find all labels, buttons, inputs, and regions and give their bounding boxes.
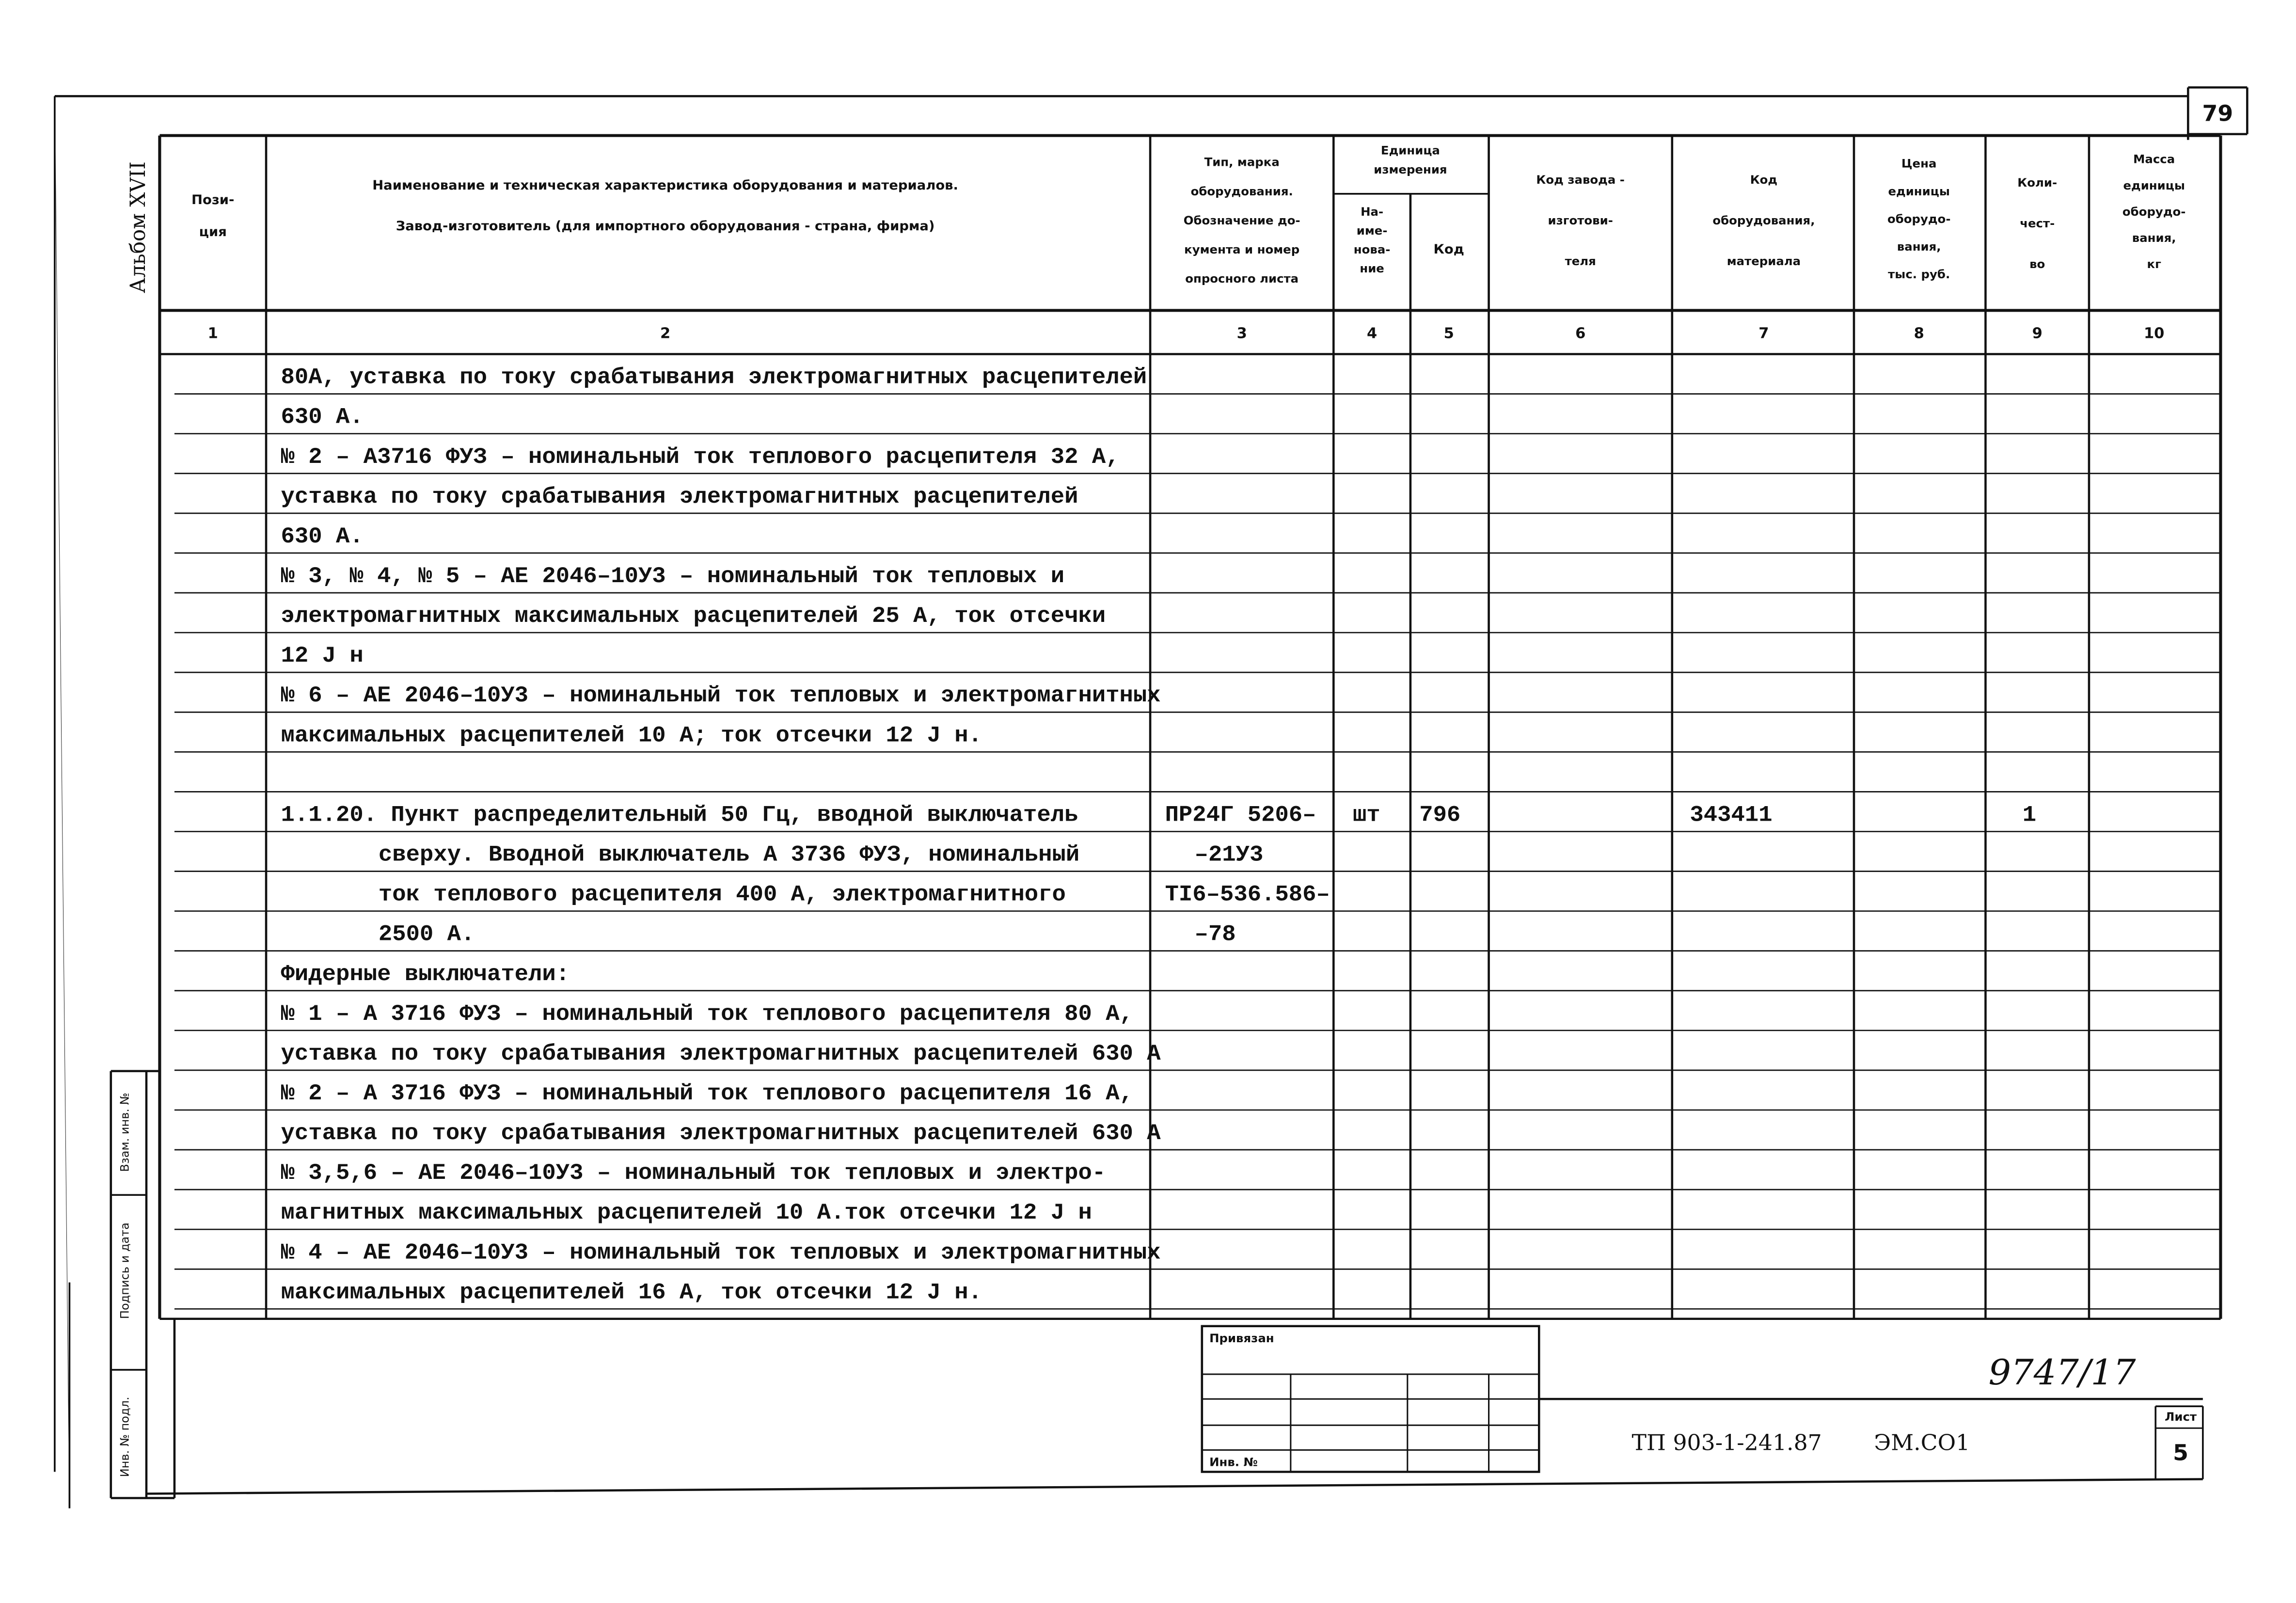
column-header-4: ние [1360, 262, 1384, 276]
column-header-10: кг [2147, 257, 2161, 271]
column-header-6: Код завода - [1536, 173, 1625, 187]
row-description: уставка по току срабатывания электромагнитных расцепителей 630 А [281, 1041, 1161, 1067]
column-number-10: 10 [2143, 325, 2165, 342]
column-header-4: На- [1361, 205, 1384, 219]
column-header-2: Наименование и техническая характеристика оборудования и материалов. [372, 178, 958, 193]
row-description: № 6 – АЕ 2046–10У3 – номинальный ток тепловых и электромагнитных [281, 683, 1161, 709]
row-description: 2500 А. [378, 921, 475, 948]
row-description: 630 А. [281, 405, 364, 430]
row-unit-code: 796 [1419, 802, 1461, 828]
row-description: магнитных максимальных расцепителей 10 А.ток отсечки 12 Ј н [281, 1200, 1092, 1226]
column-header-10: Масса [2133, 152, 2175, 166]
column-number-3: 3 [1236, 325, 1247, 342]
column-number-5: 5 [1443, 325, 1454, 342]
column-header-7: оборудования, [1712, 214, 1815, 227]
row-description: № 3,5,6 – АЕ 2046–10У3 – номинальный ток тепловых и электро- [281, 1160, 1106, 1187]
row-unit: шт [1352, 802, 1380, 828]
column-header-1: ция [199, 224, 227, 239]
table-text [191, 144, 2185, 1305]
column-header-3: кумента и номер [1184, 243, 1300, 257]
column-number-8: 8 [1914, 325, 1924, 342]
column-group-unit: измерения [1374, 162, 1447, 176]
column-header-3: опросного листа [1185, 272, 1299, 286]
sheet-border-skew [55, 96, 70, 1508]
sheet-number: 5 [2173, 1440, 2188, 1466]
row-description: максимальных расцепителей 10 А; ток отсечки 12 Ј н. [281, 723, 982, 749]
column-header-6: изготови- [1548, 214, 1613, 227]
row-description: 630 А. [281, 524, 364, 550]
column-number-9: 9 [2032, 325, 2043, 342]
row-description: уставка по току срабатывания электромагнитных расцепителей 630 А [281, 1121, 1161, 1146]
album-label: Альбом XVII [126, 161, 150, 293]
document-code: ТП 903-1-241.87 [1631, 1429, 1822, 1456]
row-equipment-code: 343411 [1690, 802, 1773, 828]
row-type: ПР24Г 5206– [1165, 802, 1316, 828]
column-header-8: Цена [1901, 157, 1937, 171]
sheet-label: Лист [2165, 1410, 2197, 1424]
column-header-10: единицы [2123, 178, 2185, 192]
row-description: уставка по току срабатывания электромагнитных расцепителей [281, 484, 1078, 510]
column-header-3: оборудования. [1190, 185, 1293, 198]
column-header-3: Обозначение до- [1183, 214, 1300, 227]
title-block-privyazan: Привязан [1209, 1332, 1274, 1345]
column-header-6: теля [1565, 254, 1596, 269]
row-description: 1.1.20. Пункт распределительный 50 Гц, вводной выключатель [281, 802, 1078, 828]
page-number: 79 [2202, 100, 2233, 127]
column-header-10: оборудо- [2122, 205, 2186, 219]
column-header-9: Коли- [2017, 175, 2058, 190]
row-type: –78 [1194, 921, 1236, 948]
stamp-signature-date: Подпись и дата [118, 1222, 132, 1319]
column-header-7: Код [1750, 173, 1778, 187]
row-description: Фидерные выключатели: [281, 962, 570, 987]
row-quantity: 1 [2022, 802, 2037, 828]
column-header-5: Код [1433, 242, 1464, 257]
handwritten-number: 9747/17 [1988, 1352, 2136, 1393]
sheet-bottom-line [146, 1479, 2203, 1493]
column-header-3: Тип, марка [1204, 155, 1280, 169]
column-number-6: 6 [1575, 325, 1586, 342]
column-header-8: оборудо- [1887, 212, 1951, 226]
document-mark: ЭМ.СО1 [1874, 1429, 1970, 1456]
row-description: ток теплового расцепителя 400 А, электромагнитного [378, 882, 1066, 908]
column-header-4: имe- [1356, 224, 1388, 238]
row-type: –21У3 [1194, 842, 1264, 868]
row-type: ТI6–536.586– [1165, 882, 1330, 908]
row-description: сверху. Вводной выключатель А 3736 ФУЗ, номинальный [378, 842, 1080, 868]
row-description: № 3, № 4, № 5 – АЕ 2046–10У3 – номинальный ток тепловых и [281, 564, 1065, 589]
row-description: № 2 – А 3716 ФУЗ – номинальный ток теплового расцепителя 16 А, [281, 1081, 1133, 1107]
column-number-7: 7 [1758, 325, 1769, 342]
column-header-9: во [2029, 257, 2045, 271]
row-description: № 4 – АЕ 2046–10У3 – номинальный ток тепловых и электромагнитных [281, 1240, 1161, 1266]
row-description: № 2 – А3716 ФУЗ – номинальный ток теплового расцепителя 32 А, [281, 444, 1120, 470]
title-block-inv-no: Инв. № [1209, 1455, 1258, 1469]
row-description: максимальных расцепителей 16 А, ток отсечки 12 Ј н. [281, 1280, 982, 1306]
column-header-8: вания, [1897, 240, 1941, 254]
row-description: № 1 – А 3716 ФУЗ – номинальный ток теплового расцепителя 80 А, [281, 1001, 1133, 1027]
row-description: электромагнитных максимальных расцепителей 25 А, ток отсечки [281, 603, 1106, 630]
column-header-1: Пози- [191, 192, 235, 207]
stamp-replaces-inv: Взам. инв. № [118, 1093, 132, 1172]
column-header-8: тыс. руб. [1888, 268, 1950, 282]
row-description: 80А, уставка по току срабатывания электромагнитных расцепителей [281, 365, 1147, 391]
column-number-2: 2 [660, 325, 671, 342]
column-header-7: материала [1726, 254, 1801, 269]
column-header-8: единицы [1888, 185, 1950, 198]
column-header-4: нова- [1353, 243, 1391, 257]
column-number-4: 4 [1367, 325, 1378, 342]
column-header-2: Завод-изготовитель (для импортного оборудования - страна, фирма) [396, 219, 935, 234]
column-header-10: вания, [2132, 231, 2176, 245]
row-description: 12 Ј н [281, 643, 364, 669]
column-group-unit: Единица [1380, 143, 1440, 158]
stamp-inv-podl: Инв. № подл. [118, 1397, 132, 1477]
column-header-9: чест- [2020, 217, 2055, 230]
column-number-1: 1 [207, 325, 218, 342]
